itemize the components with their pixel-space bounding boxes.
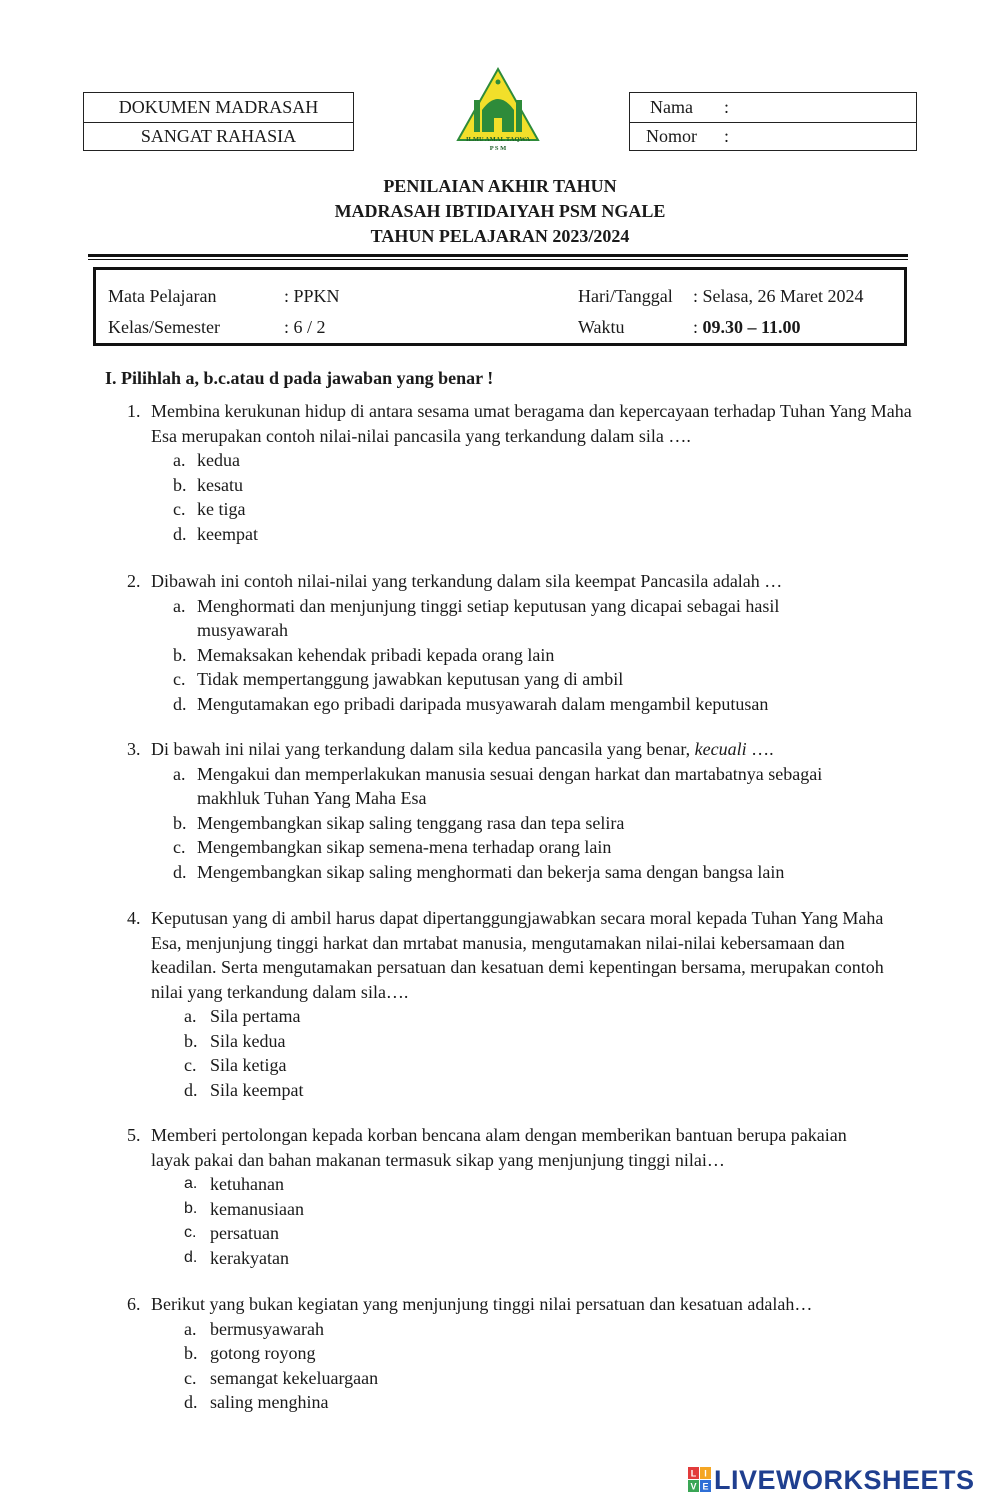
option-a[interactable] (184, 1172, 917, 1197)
time-label: Waktu (578, 317, 625, 337)
question-text: Memberi pertolongan kepada korban bencana alam dengan memberikan bantuan berupa pakaian layak pakai dan bahan makanan termasuk sikap yang menjunjung tinggi nilai… (151, 1125, 847, 1170)
option-label: d. (184, 1392, 198, 1412)
option-label: d. (184, 1079, 198, 1100)
question-number: 6. (127, 1294, 141, 1314)
option-text: Sila keempat (210, 1079, 304, 1100)
option-c[interactable] (184, 1366, 917, 1391)
option-c[interactable] (173, 497, 917, 522)
option-text: Mengutamakan ego pribadi daripada musyawarah dalam mengambil keputusan (197, 693, 769, 714)
option-label: b. (173, 812, 187, 833)
option-a[interactable] (173, 448, 917, 473)
number-row (630, 122, 916, 151)
logo-initials: P S M (489, 145, 507, 152)
option-label: c. (173, 837, 186, 857)
option-label: b. (184, 1030, 198, 1051)
option-text: Sila ketiga (210, 1055, 287, 1075)
option-text: Tidak mempertanggung jawabkan keputusan yang di ambil (197, 669, 624, 689)
watermark-text: LIVEWORKSHEETS (714, 1464, 975, 1495)
option-text: keempat (197, 523, 258, 544)
classification-box (83, 92, 354, 151)
option-label: d. (173, 693, 187, 714)
option-b[interactable] (173, 811, 873, 836)
question-text-main: Di bawah ini nilai yang terkandung dalam sila kedua pancasila yang benar, (151, 739, 691, 759)
question-2 (127, 569, 917, 716)
option-b[interactable] (184, 1197, 917, 1222)
subject-value: : PPKN (284, 286, 340, 306)
subject-label: Mata Pelajaran (108, 286, 217, 306)
classification-line-2: SANGAT RAHASIA (140, 126, 297, 146)
liveworksheets-logo-icon (688, 1467, 712, 1493)
option-b[interactable] (173, 473, 917, 498)
option-text: Sila pertama (210, 1006, 301, 1026)
option-c[interactable] (173, 667, 863, 692)
question-text-tail: …. (746, 739, 774, 759)
class-value: : 6 / 2 (284, 317, 326, 337)
school-name: MADRASAH IBTIDAIYAH PSM NGALE (334, 201, 666, 221)
option-label: c. (173, 669, 186, 689)
option-label: d. (173, 861, 187, 882)
number-separator: : (724, 126, 730, 146)
student-box (629, 92, 917, 151)
logo-motto: ILMU AMAL TAQWA (465, 136, 531, 143)
option-text: ketuhanan (210, 1174, 284, 1194)
title-divider-thin (88, 259, 908, 260)
section-heading: I. Pilihlah a, b.c.atau d pada jawaban yang benar ! (105, 368, 494, 388)
option-text: semangat kekeluargaan (210, 1367, 379, 1388)
question-number: 5. (127, 1125, 141, 1145)
question-3 (127, 737, 917, 884)
option-label: b. (184, 1199, 198, 1217)
logo-letter: L (690, 1468, 697, 1479)
option-d[interactable] (173, 692, 863, 717)
classification-line-1: DOKUMEN MADRASAH (84, 93, 353, 123)
option-d[interactable] (184, 1390, 917, 1415)
question-5 (127, 1123, 917, 1270)
question-number: 3. (127, 739, 141, 759)
option-label: d. (184, 1248, 198, 1266)
liveworksheets-watermark[interactable] (688, 1464, 975, 1496)
option-d[interactable] (184, 1078, 917, 1103)
option-label: c. (184, 1224, 197, 1241)
option-text: kedua (197, 450, 240, 470)
question-1 (127, 399, 917, 546)
option-text: kerakyatan (210, 1247, 289, 1268)
option-text: ke tiga (197, 499, 246, 519)
logo-letter: I (704, 1468, 707, 1479)
option-text: Mengakui dan memperlakukan manusia sesuai dengan harkat dan martabatnya sebagai makhluk Tuhan Yang Maha Esa (197, 763, 823, 808)
question-text: Keputusan yang di ambil harus dapat dipertanggungjawabkan secara moral kepada Tuhan Yang Maha Esa, menjunjung tinggi harkat dan mrtabat manusia, mengutamakan nilai-nilai kebersamaan dan keadilan. Serta mengutamakan persatuan dan kesatuan demi kepentingan bersama, merupakan contoh nilai yang terkandung dalam sila…. (151, 908, 884, 1002)
option-label: c. (173, 499, 186, 519)
option-c[interactable] (184, 1221, 917, 1246)
time-row (693, 317, 801, 338)
option-label: a. (184, 1318, 197, 1339)
question-number: 1. (127, 401, 141, 421)
number-label: Nomor (646, 126, 697, 146)
option-c[interactable] (173, 835, 873, 860)
option-text: gotong royong (210, 1343, 316, 1363)
name-separator: : (724, 97, 730, 117)
name-label: Nama (650, 97, 693, 117)
option-d[interactable] (173, 522, 917, 547)
name-row (630, 93, 916, 123)
option-label: b. (184, 1343, 198, 1363)
class-label: Kelas/Semester (108, 317, 220, 337)
question-text: Dibawah ini contoh nilai-nilai yang terkandung dalam sila keempat Pancasila adalah … (151, 571, 783, 591)
question-4 (127, 906, 917, 1102)
question-number: 4. (127, 908, 141, 928)
date-label: Hari/Tanggal (578, 286, 673, 306)
option-label: b. (173, 474, 187, 495)
question-text: Membina kerukunan hidup di antara sesama umat beragama dan kepercayaan terhadap Tuhan Yang Maha Esa merupakan contoh nilai-nilai pancasila yang terkandung dalam sila …. (151, 401, 912, 446)
option-text: persatuan (210, 1223, 279, 1243)
option-label: a. (173, 595, 186, 616)
option-text: Mengembangkan sikap saling tenggang rasa dan tepa selira (197, 812, 625, 833)
question-text: Berikut yang bukan kegiatan yang menjunjung tinggi nilai persatuan dan kesatuan adalah… (151, 1294, 813, 1314)
time-value: 09.30 – 11.00 (702, 317, 801, 337)
option-c[interactable] (184, 1053, 917, 1078)
madrasah-logo (452, 66, 544, 158)
option-label: b. (173, 644, 187, 665)
option-b[interactable] (184, 1341, 917, 1366)
option-d[interactable] (173, 860, 873, 885)
question-number: 2. (127, 571, 141, 591)
option-label: c. (184, 1367, 197, 1388)
option-text: Sila kedua (210, 1030, 286, 1051)
option-label: a. (173, 763, 186, 784)
option-label: a. (173, 450, 186, 470)
option-text: Memaksakan kehendak pribadi kepada orang lain (197, 644, 555, 665)
option-text: kemanusiaan (210, 1198, 304, 1219)
exam-info-box (93, 267, 907, 346)
option-label: a. (184, 1175, 198, 1192)
option-text: Mengembangkan sikap saling menghormati dan bekerja sama dengan bangsa lain (197, 861, 785, 882)
option-a[interactable] (184, 1317, 917, 1342)
option-label: c. (184, 1055, 197, 1075)
option-a[interactable] (184, 1004, 917, 1029)
question-text (151, 737, 917, 762)
option-b[interactable] (184, 1029, 917, 1054)
question-6 (127, 1292, 917, 1415)
option-label: a. (184, 1006, 197, 1026)
date-value: : Selasa, 26 Maret 2024 (693, 286, 864, 306)
option-text: kesatu (197, 474, 243, 495)
exam-title: PENILAIAN AKHIR TAHUN (383, 176, 617, 196)
option-text: Mengembangkan sikap semena-mena terhadap orang lain (197, 837, 612, 857)
time-separator: : (693, 317, 703, 337)
option-text: Menghormati dan menjunjung tinggi setiap keputusan yang dicapai sebagai hasil musyawarah (197, 595, 780, 640)
title-divider (88, 254, 908, 257)
option-a[interactable] (173, 762, 873, 811)
logo-letter: E (702, 1481, 709, 1492)
logo-letter: V (690, 1481, 697, 1492)
option-text: bermusyawarah (210, 1318, 324, 1339)
question-text-emphasis: kecuali (694, 739, 747, 759)
academic-year: TAHUN PELAJARAN 2023/2024 (370, 226, 630, 246)
option-text: saling menghina (210, 1392, 329, 1412)
option-b[interactable] (173, 643, 863, 668)
option-label: d. (173, 523, 187, 544)
option-d[interactable] (184, 1246, 917, 1271)
option-a[interactable] (173, 594, 863, 643)
